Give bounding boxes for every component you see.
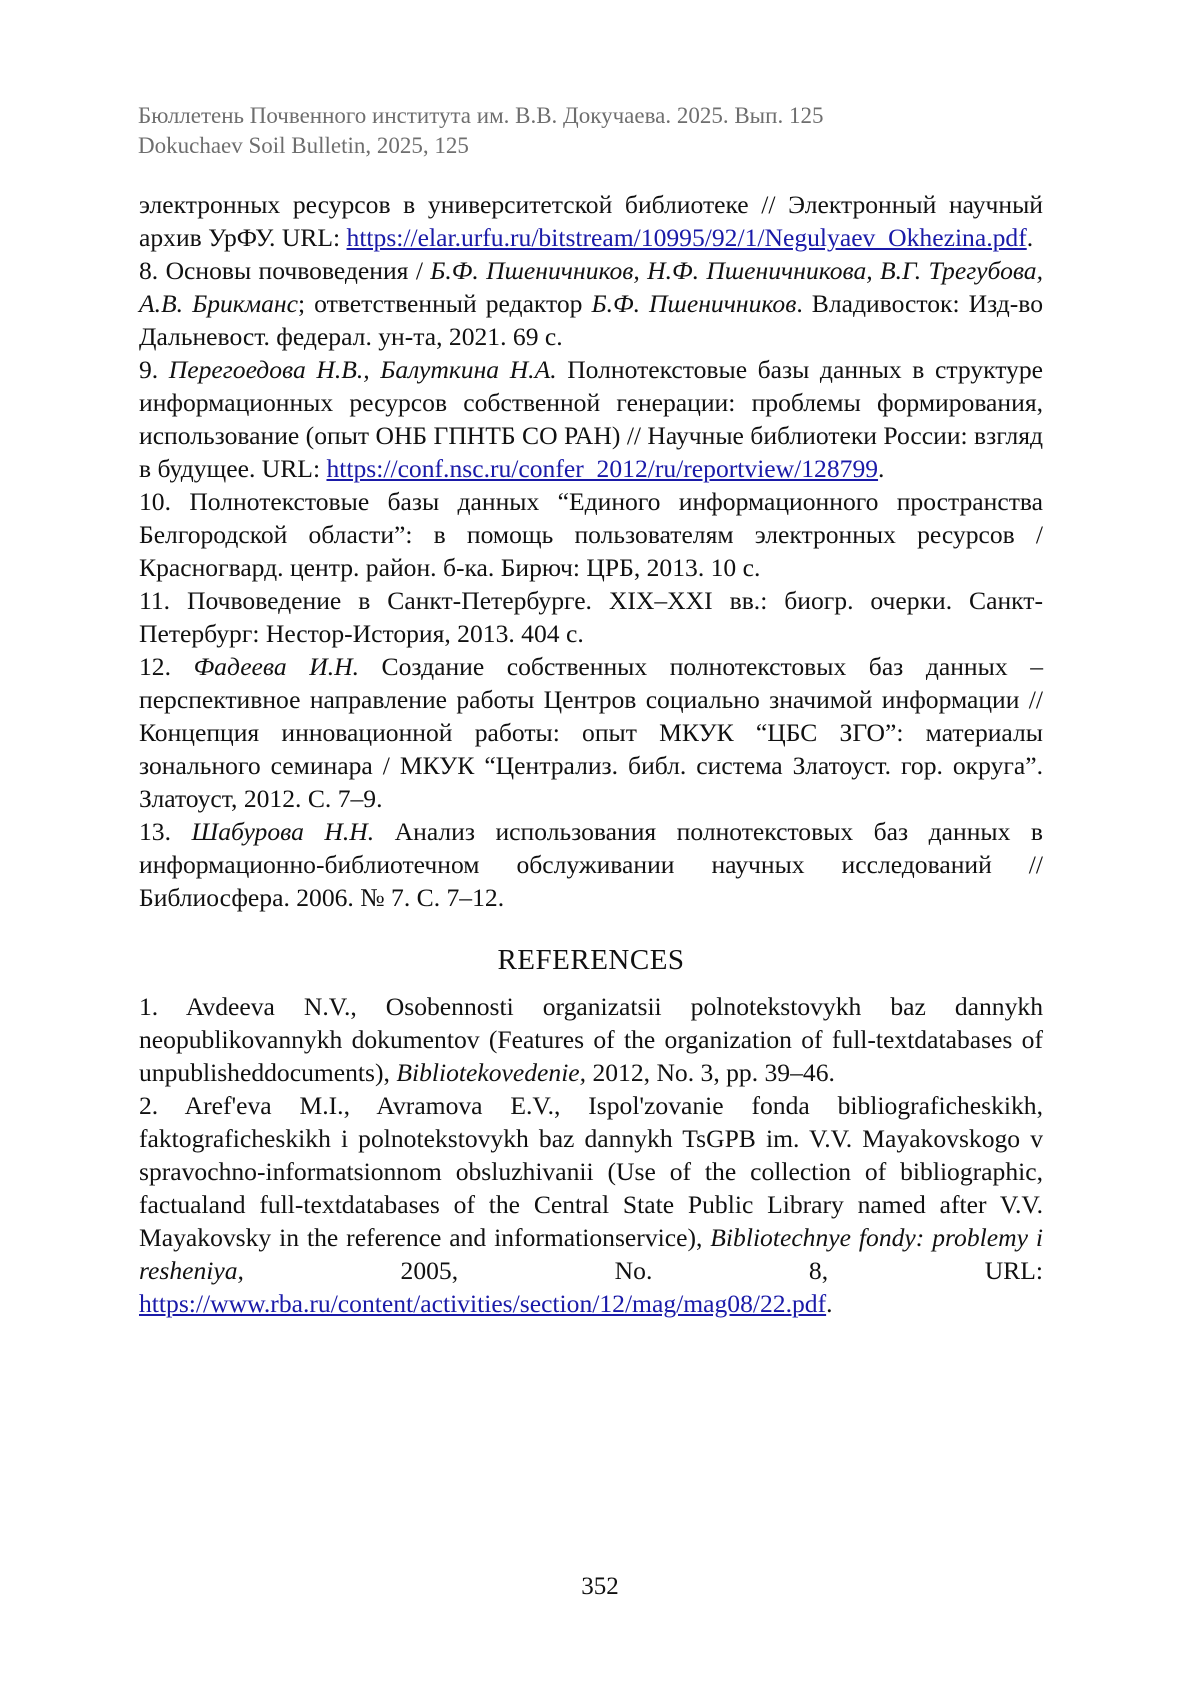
reference-link[interactable]: https://elar.urfu.ru/bitstream/10995/92/1/Negulyaev_Okhezina.pdf: [346, 223, 1027, 252]
reference-item-9: 9. Перегоедова Н.В., Балуткина Н.А. Полнотекстовые базы данных в структуре информационных ресурсов собственной генерации: проблемы формирования, использование (опыт ОНБ ГПНТБ СО РАН) // Научные библиотеки России: взгляд в будущее. URL: https://conf.nsc.ru/confer_2012/ru/reportview/128799.: [139, 355, 1044, 483]
reference-en-item-2: 2. Aref'eva M.I., Avramova E.V., Ispol'zovanie fonda bibliograficheskikh, faktograficheskikh i polnotekstovykh baz dannykh TsGPB im. V.V. Mayakovskogo v spravochno-informatsionnom obsluzhivanii (Use of the collection of bibliographic, factualand full-textdatabases of the Central State Public Library named after V.V. Mayakovsky in the reference and informationservice), Bibliotechnye fondy: problemy i resheniya, 2005, No. 8, URL: https://www.rba.ru/content/activities/section/12/mag/mag08/22.pdf.: [139, 1091, 1044, 1318]
reference-source: Bibliotechnye fondy: problemy i resheniya,: [139, 1223, 1043, 1285]
reference-number: 8.: [139, 256, 166, 285]
reference-number: 11.: [139, 586, 187, 615]
references-heading: REFERENCES: [497, 944, 685, 976]
reference-number: 12.: [139, 652, 194, 681]
reference-link[interactable]: https://conf.nsc.ru/confer_2012/ru/reportview/128799: [326, 454, 879, 483]
reference-item-8: 8. Основы почвоведения / Б.Ф. Пшеничников, Н.Ф. Пшеничникова, В.Г. Трегубова, А.В. Брикманс; ответственный редактор Б.Ф. Пшеничников. Владивосток: Изд-во Дальневост. федерал. ун-та, 2021. 69 с.: [139, 256, 1044, 351]
reference-authors: Б.Ф. Пшеничников, Н.Ф. Пшеничникова, В.Г. Трегубова, А.В. Брикманс: [139, 256, 1044, 318]
reference-item-13: 13. Шабурова Н.Н. Анализ использования полнотекстовых баз данных в информационно-библиотечном обслуживании научных исследований // Библиосфера. 2006. № 7. С. 7–12.: [139, 817, 1043, 912]
reference-number: 2.: [139, 1091, 185, 1120]
reference-continued: электронных ресурсов в университетской библиотеке // Электронный научный архив УрФУ. URL: https://elar.urfu.ru/bitstream/10995/92/1/Negulyaev_Okhezina.pdf.: [139, 190, 1043, 252]
page-number: 352: [581, 1573, 619, 1600]
reference-number: 9.: [139, 355, 169, 384]
reference-number: 1.: [139, 992, 186, 1021]
reference-number: 10.: [139, 487, 190, 516]
reference-item-10: 10. Полнотекстовые базы данных “Единого информационного пространства Белгородской области”: в помощь пользователям электронных ресурсов / Красногвард. центр. район. б-ка. Бирюч: ЦРБ, 2013. 10 с.: [139, 487, 1044, 582]
header-line-en: Dokuchaev Soil Bulletin, 2025, 125: [138, 133, 469, 158]
reference-item-12: 12. Фадеева И.Н. Создание собственных полнотекстовых баз данных – перспективное направление работы Центров социально значимой информации // Концепция инновационной работы: опыт МКУК “ЦБС ЗГО”: материалы зонального семинара / МКУК “Централиз. библ. система Златоуст. гор. округа”. Златоуст, 2012. С. 7–9.: [139, 652, 1043, 813]
reference-text: электронных ресурсов в университетской библиотеке // Электронный научный архив УрФУ. URL:: [139, 190, 1043, 252]
reference-authors: Перегоедова Н.В., Балуткина Н.А.: [168, 355, 557, 384]
reference-item-11: 11. Почвоведение в Санкт-Петербурге. XIX–XXI вв.: биогр. очерки. Санкт-Петербург: Нестор-История, 2013. 404 с.: [139, 586, 1043, 648]
reference-link[interactable]: https://www.rba.ru/content/activities/section/12/mag/mag08/22.pdf: [139, 1289, 827, 1318]
reference-editor: Б.Ф. Пшеничников: [591, 289, 797, 318]
reference-number: 13.: [139, 817, 192, 846]
reference-authors: Фадеева И.Н.: [193, 652, 359, 681]
running-header: [138, 101, 1068, 161]
reference-en-item-1: 1. Avdeeva N.V., Osobennosti organizatsii polnotekstovykh baz dannykh neopublikovannykh dokumentov (Features of the organization of full-textdatabases of unpublisheddocuments), Bibliotekovedenie, 2012, No. 3, pp. 39–46.: [139, 992, 1043, 1087]
header-line-ru: Бюллетень Почвенного института им. В.В. Докучаева. 2025. Вып. 125: [138, 103, 824, 128]
reference-authors: Шабурова Н.Н.: [191, 817, 375, 846]
bibliography: [139, 188, 1043, 1320]
reference-source: Bibliotekovedenie,: [396, 1058, 587, 1087]
